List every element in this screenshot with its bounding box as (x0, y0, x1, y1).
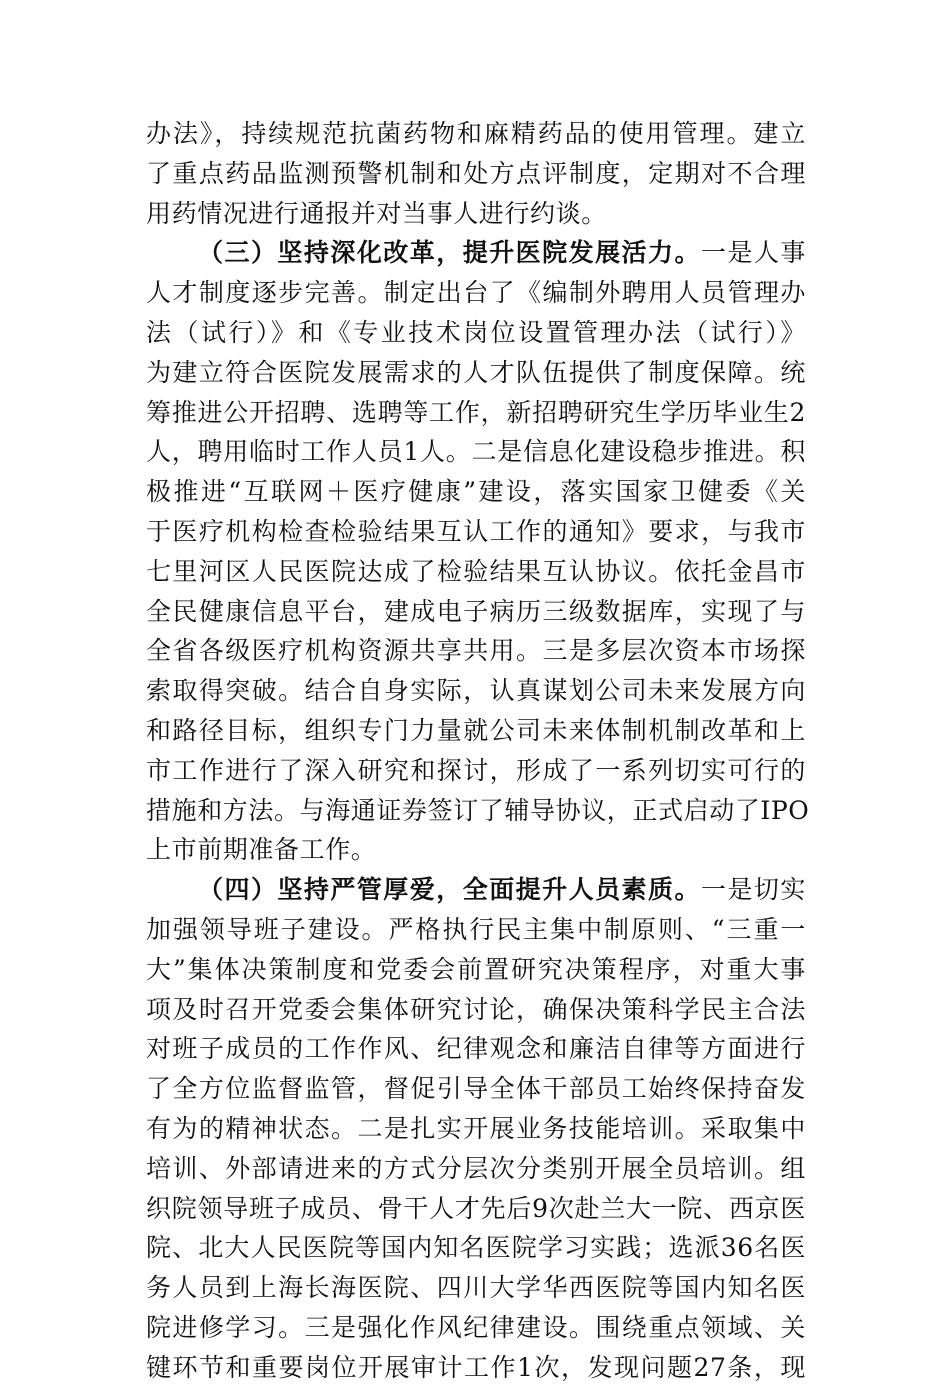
para2-line-3: 法（试行）》和《专业技术岗位设置管理办法（试行）》 (146, 317, 806, 347)
document-body (146, 114, 810, 1388)
para3-line-7: 有为的精神状态。二是扎实开展业务技能培训。采取集中 (146, 1113, 806, 1143)
para3-first-line-rest: 一是切实 (700, 875, 807, 905)
para3-line-13: 键环节和重要岗位开展审计工作1次，发现问题27条，现 (146, 1352, 806, 1382)
para3-line-6: 了全方位监督监管，督促引导全体干部员工始终保持奋发 (146, 1074, 806, 1104)
para3-line-8: 培训、外部请进来的方式分层次分类别开展全员培训。组 (146, 1153, 806, 1183)
para2-line-5: 筹推进公开招聘、选聘等工作，新招聘研究生学历毕业生2 (146, 397, 806, 427)
para2-line-7: 极推进“互联网＋医疗健康”建设，落实国家卫健委《关 (146, 477, 806, 507)
para2-line-12: 索取得突破。结合自身实际，认真谋划公司未来发展方向 (146, 676, 806, 706)
para3-line-9: 织院领导班子成员、骨干人才先后9次赴兰大一院、西京医 (146, 1193, 806, 1223)
para3-line-4: 项及时召开党委会集体研究讨论，确保决策科学民主合法 (146, 994, 806, 1024)
para2-line-16: 上市前期准备工作。 (146, 835, 377, 865)
para3-line-3: 大”集体决策制度和党委会前置研究决策程序，对重大事 (146, 954, 806, 984)
para2-line-2: 人才制度逐步完善。制定出台了《编制外聘用人员管理办 (146, 278, 806, 308)
para2-heading: （三）坚持深化改革，提升医院发展活力。 (198, 238, 701, 268)
para2-line-6: 人，聘用临时工作人员1人。二是信息化建设稳步推进。积 (146, 437, 806, 467)
para1-line-1: 办法》，持续规范抗菌药物和麻精药品的使用管理。建立 (146, 119, 806, 148)
para2-line-1 (146, 233, 806, 273)
para2-line-4: 为建立符合医院发展需求的人才队伍提供了制度保障。统 (146, 357, 806, 387)
para2-line-9: 七里河区人民医院达成了检验结果互认协议。依托金昌市 (146, 556, 806, 586)
para2-line-15: 措施和方法。与海通证券签订了辅导协议，正式启动了IPO (146, 795, 810, 825)
para3-line-12: 院进修学习。三是强化作风纪律建设。围绕重点领域、关 (146, 1312, 806, 1342)
para2-line-13: 和路径目标，组织专门力量就公司未来体制机制改革和上 (146, 715, 806, 745)
para3-line-2: 加强领导班子建设。严格执行民主集中制原则、“三重一 (146, 914, 806, 944)
para3-line-11: 务人员到上海长海医院、四川大学华西医院等国内知名医 (146, 1273, 806, 1303)
para3-line-5: 对班子成员的工作作风、纪律观念和廉洁自律等方面进行 (146, 1034, 806, 1064)
para2-first-line-rest: 一是人事 (700, 238, 807, 268)
para3-line-1 (146, 870, 806, 910)
para2-line-8: 于医疗机构检查检验结果互认工作的通知》要求，与我市 (146, 516, 806, 546)
para1-line-2: 了重点药品监测预警机制和处方点评制度，定期对不合理 (146, 158, 806, 188)
para3-heading: （四）坚持严管厚爱，全面提升人员素质。 (198, 875, 701, 905)
para2-line-10: 全民健康信息平台，建成电子病历三级数据库，实现了与 (146, 596, 806, 626)
para2-line-11: 全省各级医疗机构资源共享共用。三是多层次资本市场探 (146, 636, 806, 666)
para2-line-14: 市工作进行了深入研究和探讨，形成了一系列切实可行的 (146, 755, 806, 785)
para3-line-10: 院、北大人民医院等国内知名医院学习实践；选派36名医 (146, 1233, 806, 1263)
para1-line-3: 用药情况进行通报并对当事人进行约谈。 (146, 198, 607, 228)
